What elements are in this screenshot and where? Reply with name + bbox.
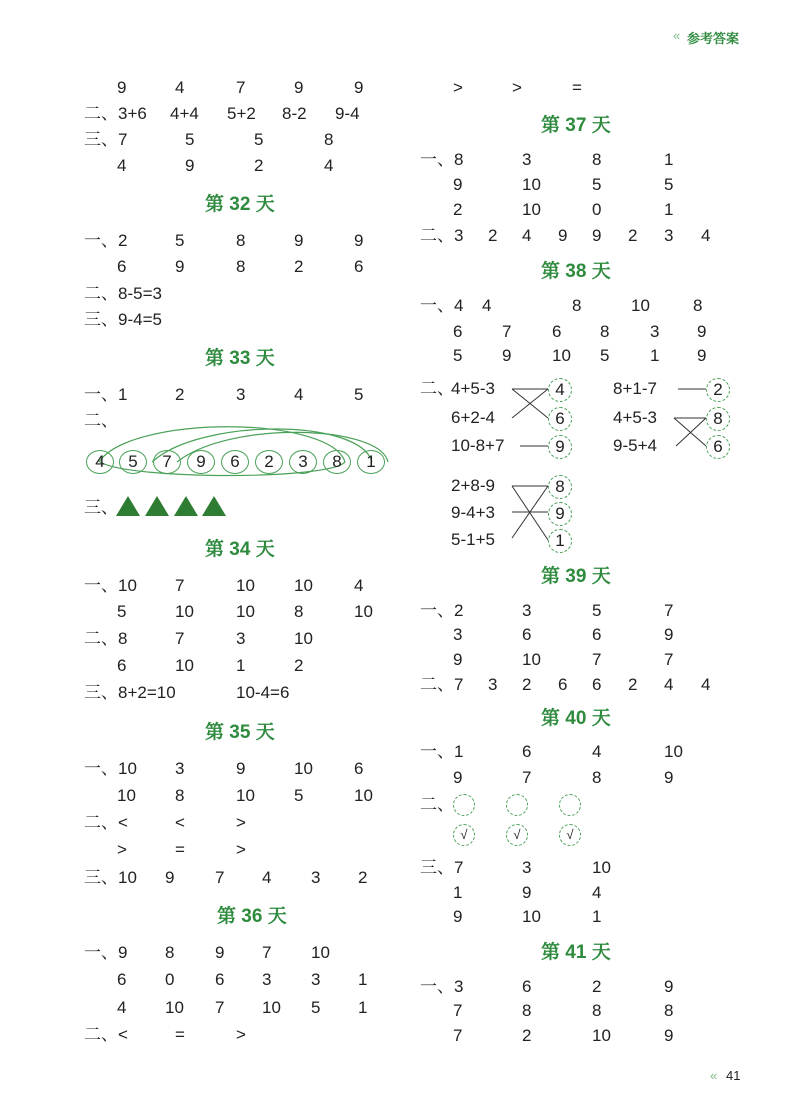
- answer-cell: 10: [294, 629, 313, 648]
- answer-cell: 9: [236, 759, 246, 778]
- answer-cell: 4: [664, 675, 674, 694]
- answer-cell: 二、3+6: [84, 104, 147, 123]
- answer-cell: 三、8+2=10: [84, 683, 176, 702]
- answer-cell: 9: [664, 1026, 674, 1045]
- answer-cell: 一、4: [420, 296, 464, 315]
- answer-cell: >: [236, 1025, 246, 1044]
- answer-cell: 10: [522, 907, 541, 926]
- section-title: 第 36 天: [217, 906, 287, 927]
- answer-cell: 10: [552, 346, 571, 365]
- answer-cell: 6: [552, 322, 562, 341]
- answer-cell: 一、8: [420, 150, 464, 169]
- section-title: 第 37 天: [541, 115, 611, 136]
- answer-cell: 10: [165, 998, 184, 1017]
- circled-number: 6: [221, 450, 249, 474]
- answer-cell: 二、<: [84, 813, 128, 832]
- circled-answer: 1: [548, 529, 572, 553]
- answer-cell: 10: [294, 576, 313, 595]
- circled-number: 5: [119, 450, 147, 474]
- answer-cell: 5: [185, 130, 195, 149]
- answer-cell: 2: [453, 200, 463, 219]
- answer-cell: 4: [117, 998, 127, 1017]
- check-circle: √: [506, 824, 528, 846]
- answer-cell: 7: [262, 943, 272, 962]
- answer-cell: 7: [175, 629, 185, 648]
- answer-cell: 5: [175, 231, 185, 250]
- answer-cell: 3: [650, 322, 660, 341]
- answer-cell: 8: [592, 1001, 602, 1020]
- answer-label: 二、: [84, 411, 118, 430]
- expression: 6+2-4: [451, 408, 495, 427]
- answer-cell: 8: [592, 150, 602, 169]
- answer-cell: 0: [165, 970, 175, 989]
- answer-cell: 9: [453, 907, 463, 926]
- answer-cell: =: [175, 1025, 185, 1044]
- answer-cell: 10: [311, 943, 330, 962]
- answer-cell: 二、3: [420, 226, 464, 245]
- answer-cell: 8: [236, 257, 246, 276]
- answer-cell: 2: [592, 977, 602, 996]
- answer-cell: 6: [592, 675, 602, 694]
- answer-cell: 一、1: [84, 385, 128, 404]
- answer-cell: 2: [294, 656, 304, 675]
- answer-cell: 二、8: [84, 629, 128, 648]
- answer-cell: 4: [701, 675, 711, 694]
- expression: 5-1+5: [451, 530, 495, 549]
- answer-cell: 10: [664, 742, 683, 761]
- answer-cell: 2: [175, 385, 185, 404]
- answer-cell: 8: [324, 130, 334, 149]
- answer-cell: 4: [324, 156, 334, 175]
- answer-cell: 9: [697, 322, 707, 341]
- answer-cell: 一、1: [420, 742, 464, 761]
- circled-number: 7: [153, 450, 181, 474]
- answer-cell: 4: [294, 385, 304, 404]
- answer-cell: 4: [592, 742, 602, 761]
- answer-cell: 二、<: [84, 1025, 128, 1044]
- answer-cell: 3: [522, 858, 532, 877]
- check-circle: √: [559, 824, 581, 846]
- section-title: 第 33 天: [205, 348, 275, 369]
- answer-cell: 9: [522, 883, 532, 902]
- answer-cell: 7: [592, 650, 602, 669]
- answer-cell: 9: [354, 78, 364, 97]
- answer-cell: 10: [592, 1026, 611, 1045]
- answer-cell: =: [572, 78, 582, 97]
- answer-cell: 6: [117, 970, 127, 989]
- answer-cell: 9: [592, 226, 602, 245]
- answer-cell: 4: [117, 156, 127, 175]
- answer-cell: 9: [294, 231, 304, 250]
- answer-cell: 9: [697, 346, 707, 365]
- answer-cell: 1: [650, 346, 660, 365]
- answer-cell: 9: [354, 231, 364, 250]
- answer-cell: 10: [236, 576, 255, 595]
- circled-number: 4: [86, 450, 114, 474]
- answer-cell: 10: [262, 998, 281, 1017]
- header-title: 参考答案: [687, 31, 740, 46]
- answer-cell: 3: [664, 226, 674, 245]
- answer-cell: 1: [358, 998, 368, 1017]
- circled-answer: 8: [548, 475, 572, 499]
- answer-cell: 9: [165, 868, 175, 887]
- answer-cell: 3: [236, 629, 246, 648]
- section-title: 第 32 天: [205, 194, 275, 215]
- answer-cell: 9: [664, 977, 674, 996]
- answer-cell: 5: [592, 601, 602, 620]
- answer-cell: 9: [453, 768, 463, 787]
- answer-cell: 1: [236, 656, 246, 675]
- circled-answer: 6: [706, 435, 730, 459]
- empty-circle: [559, 794, 581, 816]
- answer-cell: >: [236, 813, 246, 832]
- answer-cell: >: [453, 78, 463, 97]
- answer-cell: 3: [175, 759, 185, 778]
- answer-cell: 一、10: [84, 759, 137, 778]
- answer-cell: 5: [592, 175, 602, 194]
- answer-cell: 8: [592, 768, 602, 787]
- page-number: 41: [726, 1068, 741, 1083]
- answer-cell: 4: [482, 296, 492, 315]
- answer-cell: 2: [522, 675, 532, 694]
- expression: 8+1-7: [613, 379, 657, 398]
- expression: 10-8+7: [451, 436, 505, 455]
- expression: 2+8-9: [451, 476, 495, 495]
- answer-cell: 4: [262, 868, 272, 887]
- answer-cell: 3: [262, 970, 272, 989]
- answer-cell: 4: [522, 226, 532, 245]
- answer-cell: 二、7: [420, 675, 464, 694]
- answer-cell: 7: [453, 1026, 463, 1045]
- answer-cell: 7: [664, 650, 674, 669]
- answer-cell: 9: [453, 650, 463, 669]
- answer-cell: 2: [628, 226, 638, 245]
- answer-cell: 10: [592, 858, 611, 877]
- answer-cell: 1: [358, 970, 368, 989]
- answer-cell: 6: [117, 656, 127, 675]
- answer-cell: 8: [236, 231, 246, 250]
- expression: 4+5-3: [451, 379, 495, 398]
- answer-cell: 10: [117, 786, 136, 805]
- circled-number: 3: [289, 450, 317, 474]
- answer-cell: 10: [236, 602, 255, 621]
- answer-cell: 7: [453, 1001, 463, 1020]
- answer-cell: 2: [488, 226, 498, 245]
- answer-cell: 6: [354, 759, 364, 778]
- answer-cell: 8: [600, 322, 610, 341]
- answer-cell: 一、10: [84, 576, 137, 595]
- answer-cell: 2: [628, 675, 638, 694]
- answer-cell: 7: [522, 768, 532, 787]
- section-title: 第 38 天: [541, 261, 611, 282]
- answer-cell: 7: [215, 998, 225, 1017]
- answer-cell: 5: [294, 786, 304, 805]
- answer-cell: 8: [522, 1001, 532, 1020]
- answer-cell: 三、9-4=5: [84, 310, 162, 329]
- answer-cell: 10-4=6: [236, 683, 290, 702]
- answer-cell: 10: [354, 786, 373, 805]
- empty-circle: [506, 794, 528, 816]
- section-title: 第 35 天: [205, 722, 275, 743]
- answer-cell: 10: [175, 656, 194, 675]
- answer-cell: >: [117, 840, 127, 859]
- answer-cell: 7: [236, 78, 246, 97]
- circled-answer: 9: [548, 435, 572, 459]
- answer-cell: 0: [592, 200, 602, 219]
- check-circle: √: [453, 824, 475, 846]
- answer-cell: 5: [453, 346, 463, 365]
- answer-cell: 3: [522, 150, 532, 169]
- answer-cell: 10: [631, 296, 650, 315]
- answer-cell: 8: [664, 1001, 674, 1020]
- answer-cell: 1: [664, 200, 674, 219]
- answer-cell: 8: [294, 602, 304, 621]
- answer-cell: 10: [294, 759, 313, 778]
- answer-cell: 9: [502, 346, 512, 365]
- answer-cell: 一、9: [84, 943, 128, 962]
- answer-cell: 5: [117, 602, 127, 621]
- answer-cell: 5: [354, 385, 364, 404]
- answer-cell: 5: [664, 175, 674, 194]
- answer-cell: 9: [215, 943, 225, 962]
- circled-number: 2: [255, 450, 283, 474]
- expression: 9-4+3: [451, 503, 495, 522]
- section-title: 第 40 天: [541, 708, 611, 729]
- answer-cell: 10: [175, 602, 194, 621]
- answer-cell: 4: [175, 78, 185, 97]
- answer-cell: 4: [701, 226, 711, 245]
- answer-cell: 3: [522, 601, 532, 620]
- section-title: 第 41 天: [541, 942, 611, 963]
- answer-cell: 3: [311, 868, 321, 887]
- answer-cell: 10: [522, 200, 541, 219]
- answer-cell: <: [175, 813, 185, 832]
- answer-cell: 二、8-5=3: [84, 284, 162, 303]
- answer-label: 二、: [420, 795, 454, 814]
- expression: 4+5-3: [613, 408, 657, 427]
- answer-cell: 6: [117, 257, 127, 276]
- answer-cell: 9: [175, 257, 185, 276]
- answer-cell: 三、7: [84, 130, 128, 149]
- answer-cell: 5+2: [227, 104, 256, 123]
- answer-cell: 9: [185, 156, 195, 175]
- answer-cell: 8-2: [282, 104, 307, 123]
- answer-cell: 8: [165, 943, 175, 962]
- circled-number: 8: [323, 450, 351, 474]
- circled-answer: 4: [548, 378, 572, 402]
- answer-cell: 10: [236, 786, 255, 805]
- answer-cell: 8: [572, 296, 582, 315]
- answer-cell: 10: [522, 650, 541, 669]
- answer-cell: 3: [453, 625, 463, 644]
- answer-cell: 7: [664, 601, 674, 620]
- answer-cell: 6: [522, 977, 532, 996]
- answer-cell: >: [512, 78, 522, 97]
- circled-answer: 8: [706, 407, 730, 431]
- answer-cell: 三、7: [420, 858, 464, 877]
- section-title: 第 39 天: [541, 566, 611, 587]
- answer-cell: 一、3: [420, 977, 464, 996]
- answer-cell: 6: [592, 625, 602, 644]
- answer-cell: 2: [522, 1026, 532, 1045]
- answer-cell: 9: [117, 78, 127, 97]
- answer-cell: 6: [354, 257, 364, 276]
- answer-cell: 6: [522, 742, 532, 761]
- circled-answer: 9: [548, 502, 572, 526]
- answer-cell: 9: [294, 78, 304, 97]
- answer-cell: 2: [294, 257, 304, 276]
- answer-cell: >: [236, 840, 246, 859]
- expression: 9-5+4: [613, 436, 657, 455]
- answer-cell: 1: [664, 150, 674, 169]
- answer-cell: 5: [254, 130, 264, 149]
- answer-cell: 6: [215, 970, 225, 989]
- answer-cell: 三、10: [84, 868, 137, 887]
- answer-cell: 9-4: [335, 104, 360, 123]
- answer-cell: 8: [693, 296, 703, 315]
- answer-cell: 5: [600, 346, 610, 365]
- answer-cell: 一、2: [84, 231, 128, 250]
- circled-answer: 6: [548, 407, 572, 431]
- circled-answer: 2: [706, 378, 730, 402]
- answer-cell: 3: [311, 970, 321, 989]
- answer-cell: 7: [215, 868, 225, 887]
- answer-cell: 6: [558, 675, 568, 694]
- answer-cell: 1: [453, 883, 463, 902]
- answer-cell: 5: [311, 998, 321, 1017]
- answer-cell: 9: [664, 625, 674, 644]
- empty-circle: [453, 794, 475, 816]
- answer-cell: 8: [175, 786, 185, 805]
- answer-cell: 9: [558, 226, 568, 245]
- circled-number: 1: [357, 450, 385, 474]
- answer-cell: 一、2: [420, 601, 464, 620]
- answer-cell: 10: [522, 175, 541, 194]
- answer-cell: 1: [592, 907, 602, 926]
- answer-cell: 4+4: [170, 104, 199, 123]
- answer-cell: 2: [254, 156, 264, 175]
- answer-cell: =: [175, 840, 185, 859]
- chevron-left-icon: «: [673, 28, 681, 43]
- answer-cell: 9: [664, 768, 674, 787]
- answer-cell: 4: [592, 883, 602, 902]
- section-title: 第 34 天: [205, 539, 275, 560]
- answer-cell: 9: [453, 175, 463, 194]
- answer-cell: 10: [354, 602, 373, 621]
- circled-number: 9: [187, 450, 215, 474]
- answer-cell: 6: [522, 625, 532, 644]
- answer-label: 二、: [420, 379, 454, 398]
- answer-cell: 7: [175, 576, 185, 595]
- answer-cell: 7: [502, 322, 512, 341]
- answer-cell: 4: [354, 576, 364, 595]
- answer-cell: 6: [453, 322, 463, 341]
- chevron-left-icon: «: [710, 1068, 718, 1083]
- answer-cell: 2: [358, 868, 368, 887]
- answer-cell: 3: [488, 675, 498, 694]
- answer-label: 三、: [84, 498, 118, 517]
- answer-cell: 3: [236, 385, 246, 404]
